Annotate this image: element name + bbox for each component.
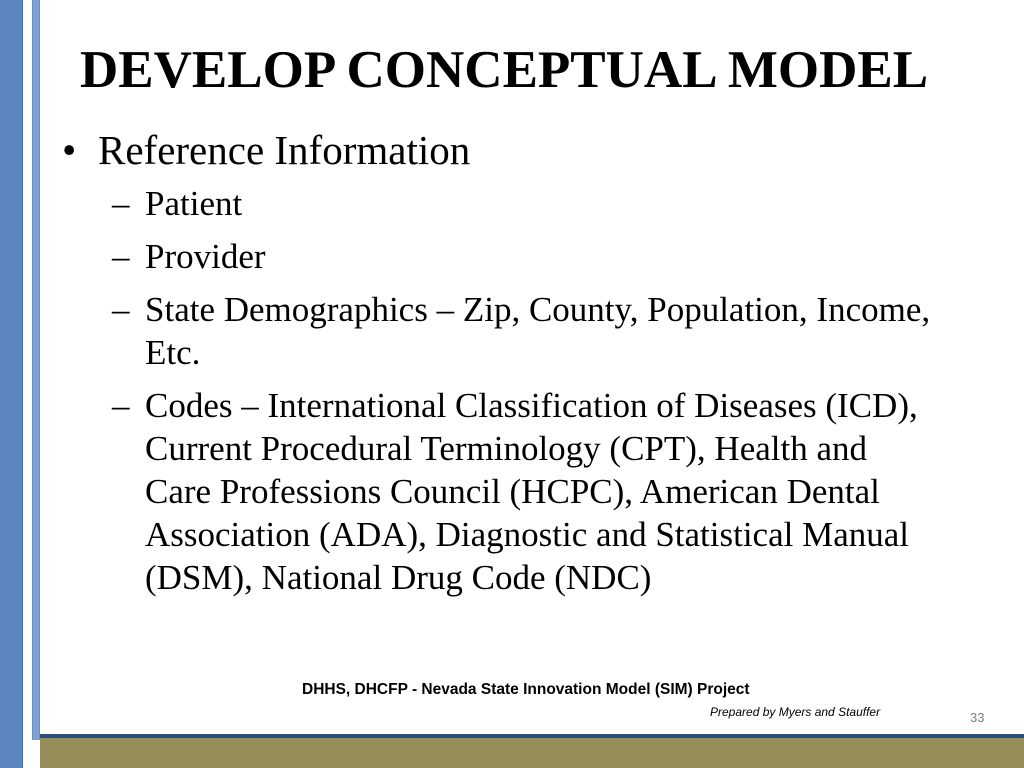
- bullet-icon: •: [62, 127, 77, 173]
- prepared-by-note: Prepared by Myers and Stauffer: [710, 705, 881, 719]
- sub-bullet-text: Provider: [145, 237, 266, 276]
- sub-bullet-item: [112, 235, 932, 278]
- sub-bullet-item: [112, 182, 932, 225]
- sub-bullet-text: State Demographics – Zip, County, Population, Income, Etc.: [145, 290, 931, 372]
- dash-icon: –: [112, 290, 130, 329]
- sub-bullet-item: [112, 288, 932, 374]
- slide-title: DEVELOP CONCEPTUAL MODEL: [80, 41, 929, 99]
- dash-icon: –: [112, 237, 130, 276]
- sub-bullet-item: [112, 384, 932, 599]
- left-accent-bar-inner: [32, 0, 40, 740]
- slide-number: 33: [970, 710, 985, 725]
- dash-icon: –: [112, 386, 130, 425]
- sub-bullet-text: Patient: [145, 184, 243, 223]
- dash-icon: –: [112, 184, 130, 223]
- left-accent-gap: [23, 0, 32, 768]
- bottom-accent-bar: [40, 738, 1024, 768]
- left-accent-bar-outer: [0, 0, 23, 768]
- sub-bullet-text: Codes – International Classification of Diseases (ICD), Current Procedural Terminology (CPT), Health and Care Professions Council (HCPC), American Dental Association (ADA), Diagnostic and Statistical Manual (DSM), National Drug Code (NDC): [145, 386, 918, 597]
- sub-bullet-list: [112, 182, 932, 609]
- footer-project-title: DHHS, DHCFP - Nevada State Innovation Model (SIM) Project: [302, 681, 750, 698]
- main-bullet: [62, 126, 470, 174]
- main-bullet-text: Reference Information: [98, 127, 471, 173]
